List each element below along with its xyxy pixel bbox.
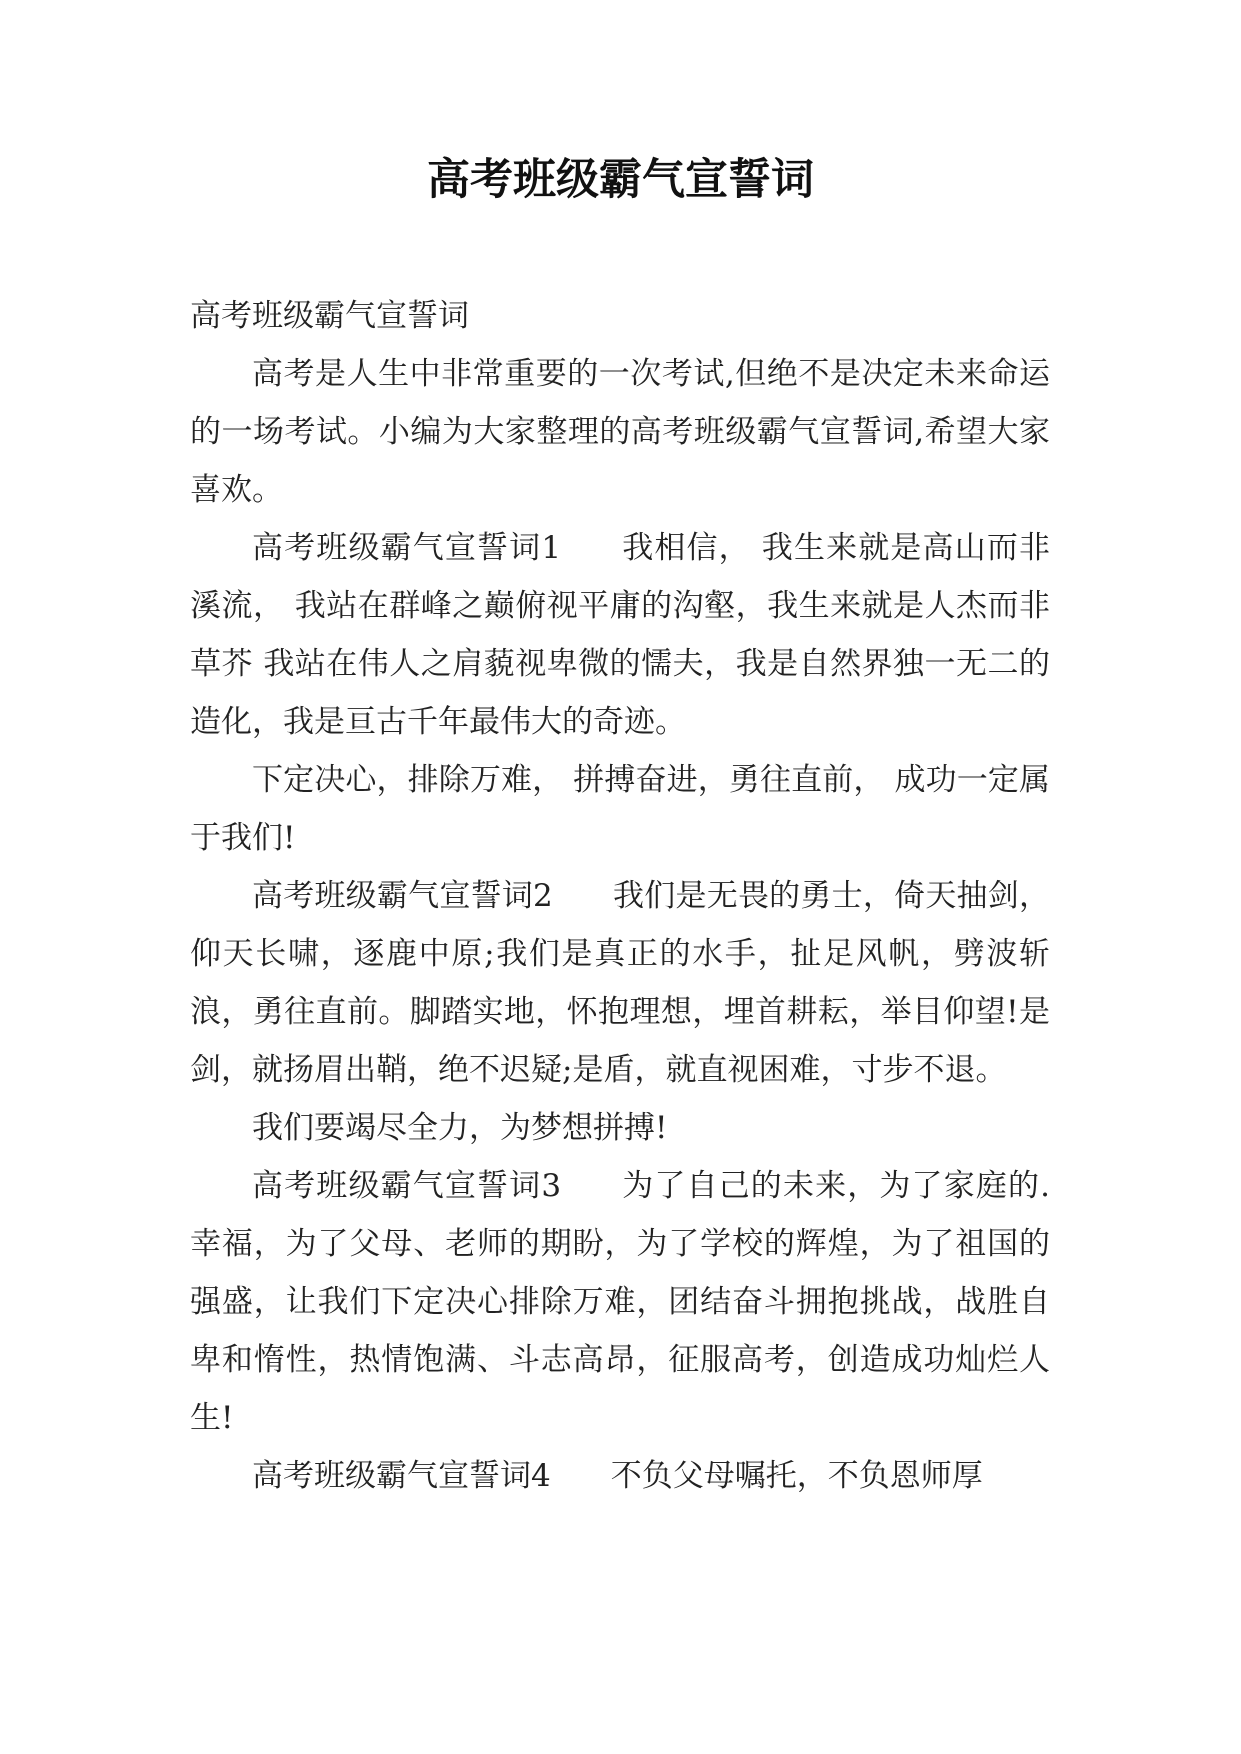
- oath-4-heading: 高考班级霸气宣誓词4: [252, 1458, 551, 1494]
- oath-3-text: 为了自己的未来，为了家庭的.幸福，为了父母、老师的期盼，为了学校的辉煌，为了祖国的强盛，让我们下定决心排除万难，团结奋斗拥抱挑战，战胜自卑和惰性，热情饱满、斗志高昂，征服高考，创造成功灿烂人生!: [190, 1168, 1050, 1436]
- oath-1-heading: 高考班级霸气宣誓词1: [252, 530, 562, 566]
- document-title: 高考班级霸气宣誓词: [427, 155, 814, 205]
- oath-4-text: 不负父母嘱托，不负恩师厚: [610, 1458, 983, 1494]
- document-subtitle: 高考班级霸气宣誓词: [190, 298, 469, 334]
- oath-1-paragraph: [190, 519, 1050, 751]
- oath-2-heading: 高考班级霸气宣誓词2: [252, 878, 553, 914]
- intro-paragraph: 高考是人生中非常重要的一次考试,但绝不是决定未来命运的一场考试。小编为大家整理的高考班级霸气宣誓词,希望大家喜欢。: [190, 356, 1050, 508]
- oath-1-text: 我相信， 我生来就是高山而非溪流， 我站在群峰之巅俯视平庸的沟壑，我生来就是人杰而非草芥 我站在伟人之肩藐视卑微的懦夫，我是自然界独一无二的造化，我是亘古千年最伟大的奇迹。: [190, 530, 1050, 740]
- document-body: [190, 287, 1050, 1505]
- oath-3-paragraph: [190, 1157, 1050, 1447]
- oath-2-paragraph: [190, 867, 1050, 1099]
- oath-4-paragraph: [190, 1447, 1050, 1505]
- oath-1-closing: 下定决心，排除万难， 拼搏奋进，勇往直前， 成功一定属于我们!: [190, 762, 1050, 856]
- oath-3-heading: 高考班级霸气宣誓词3: [252, 1168, 562, 1204]
- oath-2-text: 我们是无畏的勇士，倚天抽剑，仰天长啸，逐鹿中原;我们是真正的水手，扯足风帆，劈波斩浪，勇往直前。脚踏实地，怀抱理想，埋首耕耘，举目仰望!是剑，就扬眉出鞘，绝不迟疑;是盾，就直视困难，寸步不退。: [190, 878, 1051, 1088]
- oath-2-closing: 我们要竭尽全力，为梦想拼搏!: [252, 1110, 668, 1146]
